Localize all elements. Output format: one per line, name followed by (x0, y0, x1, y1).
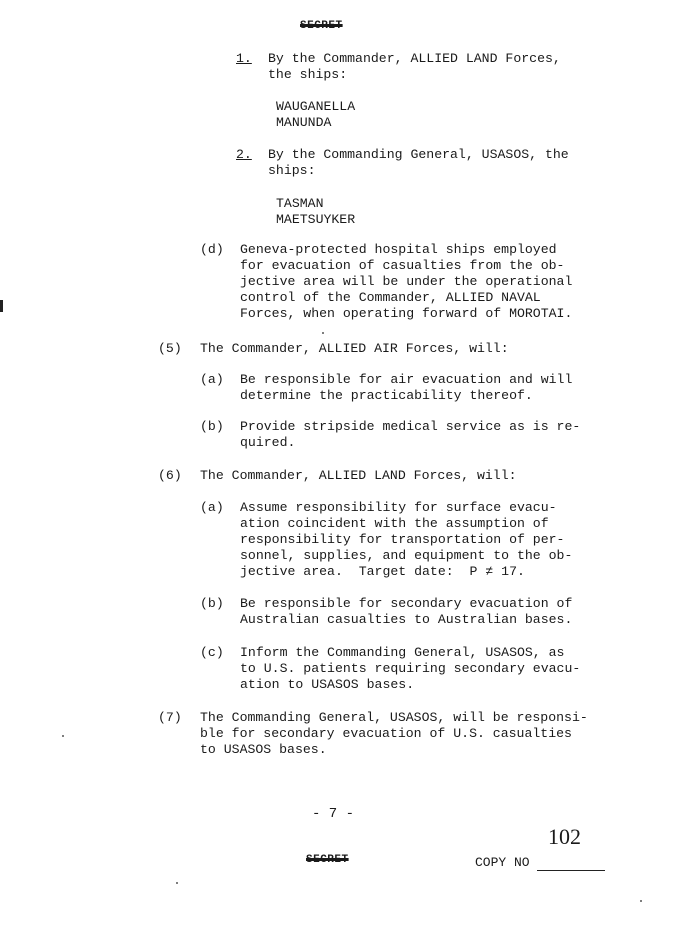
item-1-text: By the Commander, ALLIED LAND Forces, the ships: (268, 51, 561, 82)
copy-number-underline (537, 870, 605, 871)
para-6b-label: (b) (200, 596, 224, 611)
scan-speck (640, 900, 642, 902)
para-6a-label: (a) (200, 500, 224, 515)
scan-speck (176, 882, 178, 884)
para-d-label: (d) (200, 242, 224, 257)
scan-edge-mark (0, 300, 3, 312)
item-1-ship-list: WAUGANELLA MANUNDA (276, 99, 356, 130)
para-6b-text: Be responsible for secondary evacuation of Australian casualties to Australian bases. (240, 596, 573, 627)
para-7-label: (7) (158, 710, 182, 725)
para-6c-label: (c) (200, 645, 224, 660)
page-number: - 7 - (312, 806, 355, 822)
para-5b-label: (b) (200, 419, 224, 434)
scan-speck (62, 735, 64, 737)
para-d-text: Geneva-protected hospital ships employed for evacuation of casualties from the ob- jective area will be under the operational control of the Commander, ALLIED NAVAL Forces, when operating forward of MOROTAI. (240, 242, 573, 321)
para-6-text: The Commander, ALLIED LAND Forces, will: (200, 468, 517, 483)
copy-number-label: COPY NO (475, 855, 530, 870)
para-7-text: The Commanding General, USASOS, will be responsi- ble for secondary evacuation of U.S. casualties to USASOS bases. (200, 710, 588, 757)
para-5b-text: Provide stripside medical service as is re- quired. (240, 419, 581, 450)
para-6-label: (6) (158, 468, 182, 483)
item-2-number: 2. (236, 147, 252, 162)
para-5a-text: Be responsible for air evacuation and will determine the practicability thereof. (240, 372, 573, 403)
para-6c-text: Inform the Commanding General, USASOS, as to U.S. patients requiring secondary evacu- ation to USASOS bases. (240, 645, 581, 692)
item-2-text: By the Commanding General, USASOS, the ships: (268, 147, 569, 178)
copy-number: 102 (548, 824, 581, 849)
item-1-number: 1. (236, 51, 252, 66)
item-2-ship-list: TASMAN MAETSUYKER (276, 196, 356, 227)
para-5-text: The Commander, ALLIED AIR Forces, will: (200, 341, 509, 356)
scan-speck (322, 332, 324, 334)
classification-stamp-top: SECRET (300, 20, 343, 32)
para-5a-label: (a) (200, 372, 224, 387)
classification-stamp-bottom: SECRET (306, 854, 349, 866)
para-6a-text: Assume responsibility for surface evacu- ation coincident with the assumption of responsibility for transportation of per- sonnel, supplies, and equipment to the ob- jective area. Target date: P ≠ 17. (240, 500, 573, 579)
para-5-label: (5) (158, 341, 182, 356)
